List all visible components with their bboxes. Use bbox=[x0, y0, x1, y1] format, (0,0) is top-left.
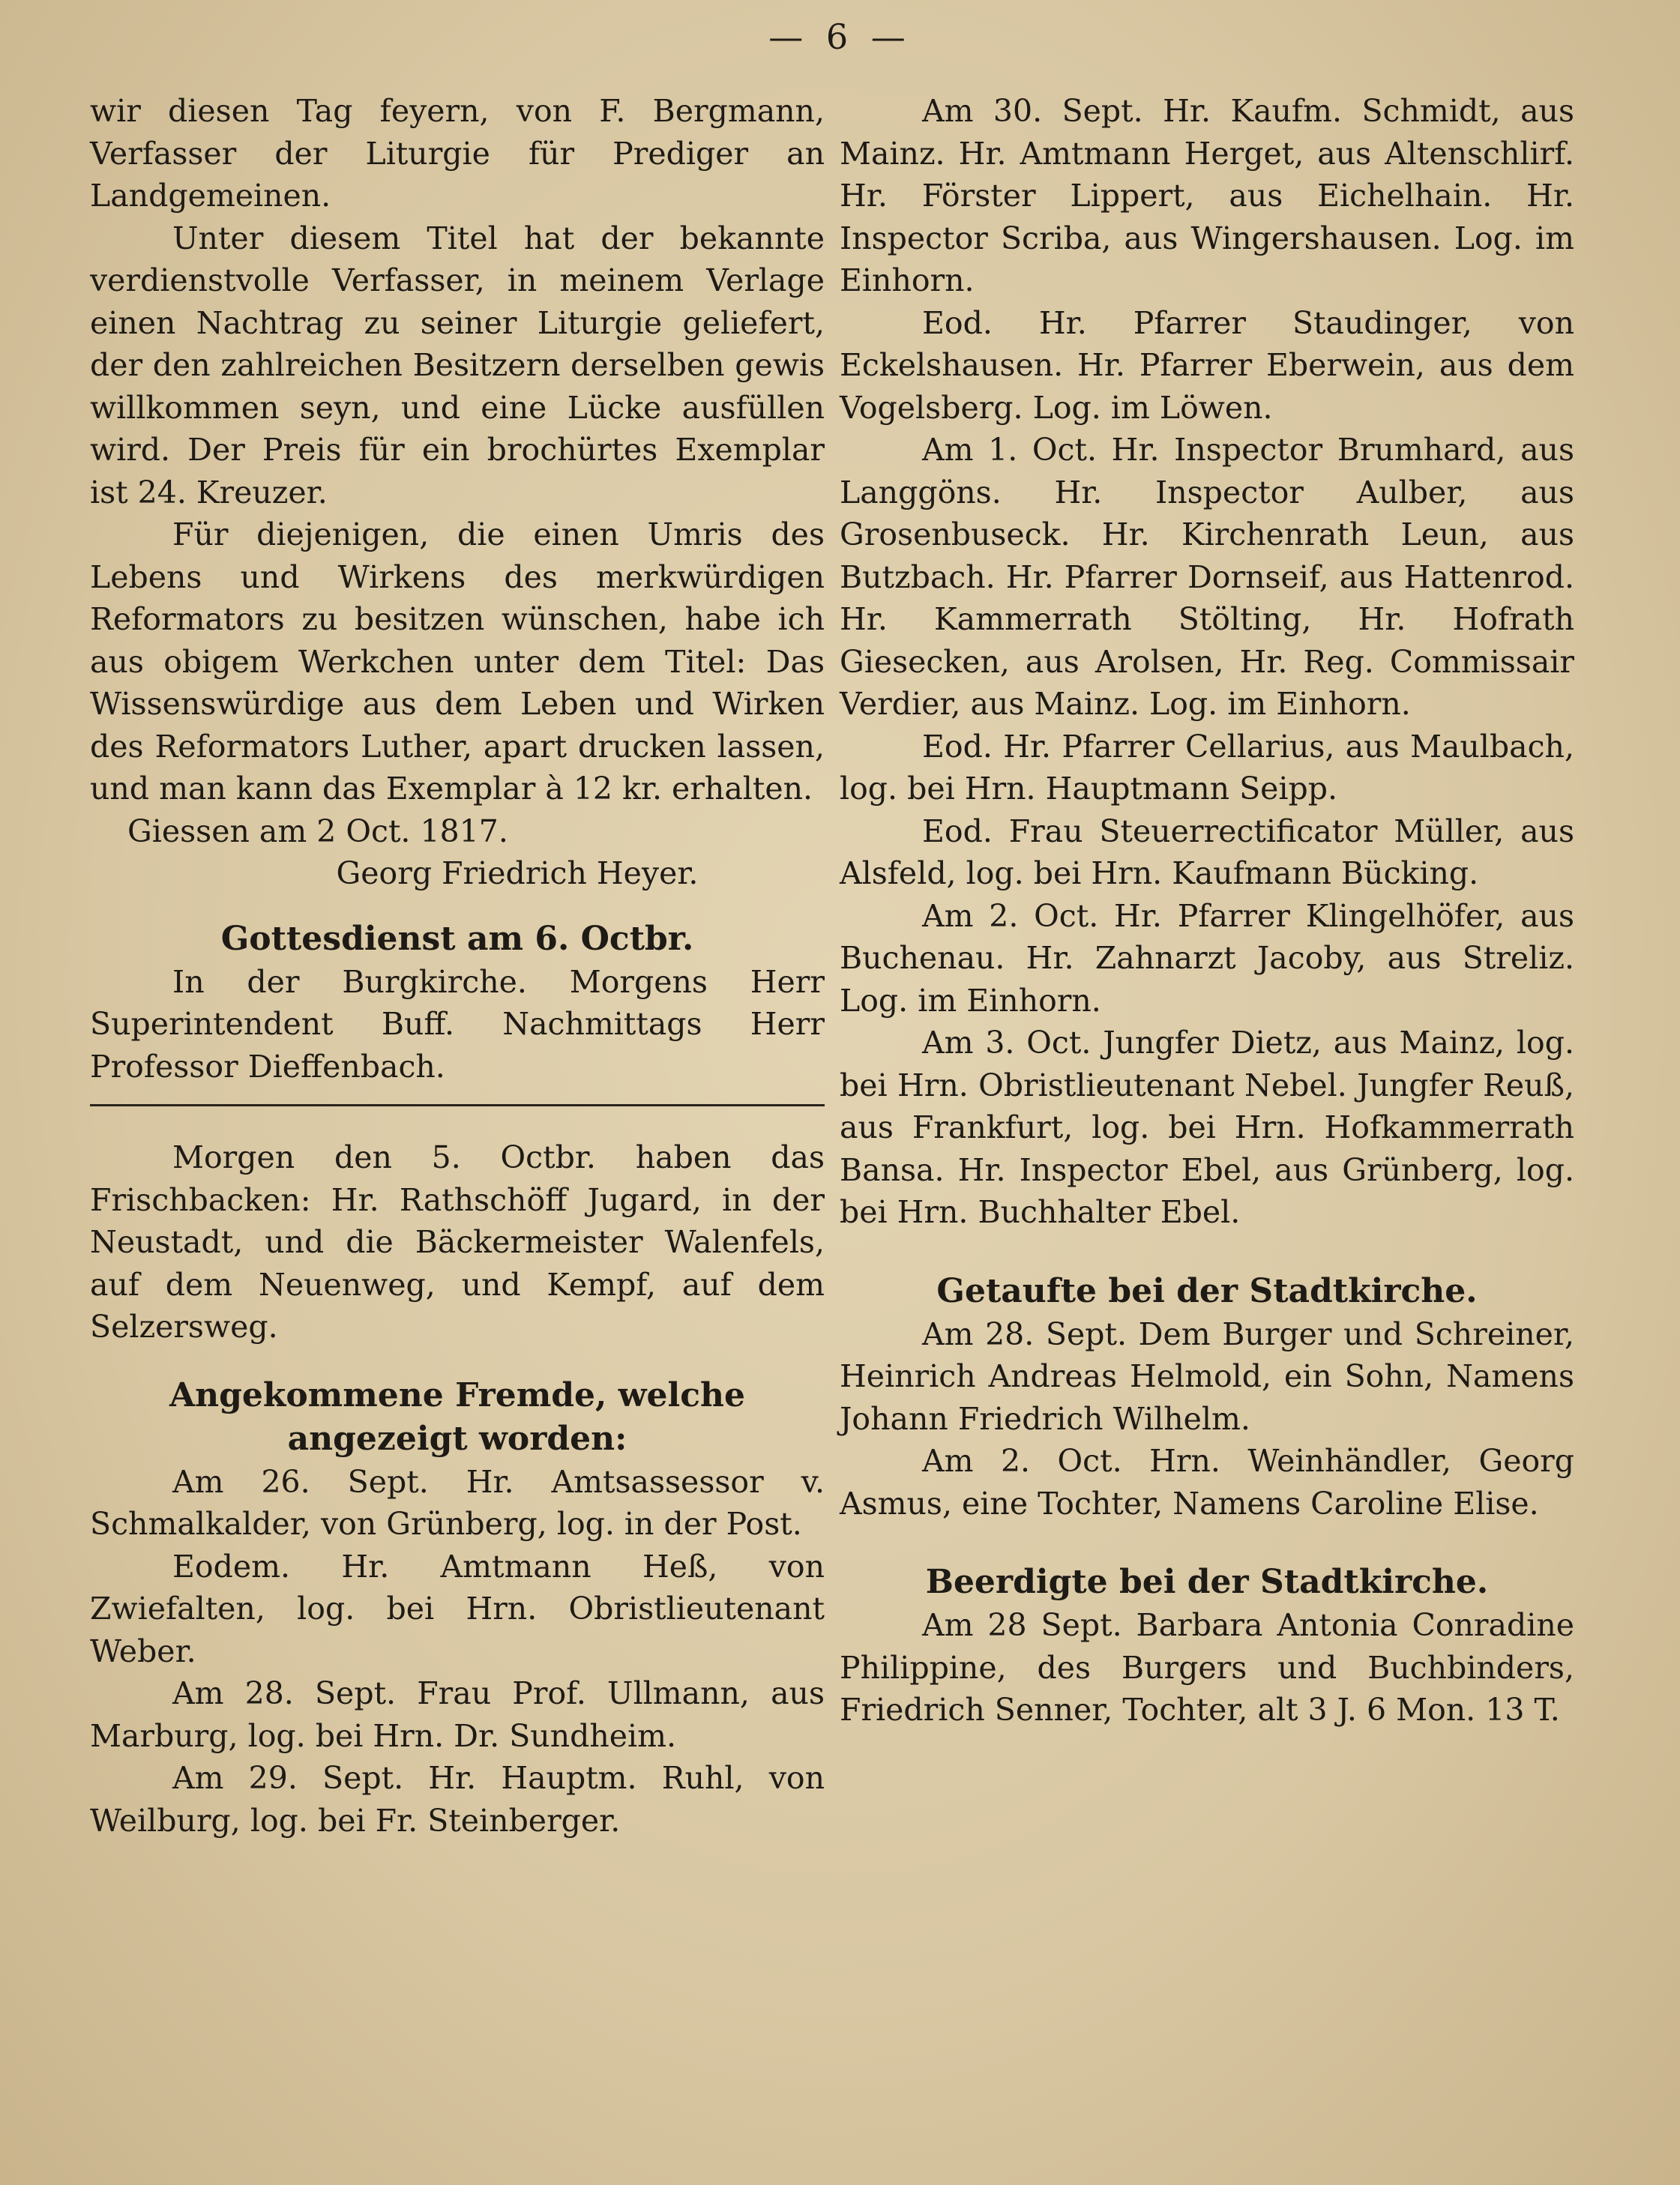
fremde-entry: Eod. Hr. Pfarrer Cellarius, aus Maulbach, log. bei Hrn. Hauptmann Seipp. bbox=[840, 728, 1574, 807]
fremde-entry: Am 30. Sept. Hr. Kaufm. Schmidt, aus Mainz. Hr. Amtmann Herget, aus Altenschlirf. Hr. Förster Lippert, aus Eichelhain. Hr. Inspector Scriba, aus Wingershausen. Log. im Einhorn. bbox=[840, 93, 1574, 298]
right-column bbox=[840, 90, 1574, 1732]
book-title-continuation: wir diesen Tag feyern, von F. Bergmann, Verfasser der Liturgie für Prediger an Landgemeinen. bbox=[90, 93, 825, 214]
luther-notice: Für diejenigen, die einen Umris des Lebens und Wirkens des merkwürdigen Reformators zu besitzen wünschen, habe ich aus obigem Werkchen unter dem Titel: Das Wissenswürdige aus dem Leben und Wirken des Reformators Luther, apart drucken lassen, und man kann das Exemplar à 12 kr. erhalten. bbox=[90, 516, 825, 807]
backen-notice: Morgen den 5. Octbr. haben das Frischbacken: Hr. Rathschöff Jugard, in der Neustadt, und die Bäckermeister Walenfels, auf dem Neuenweg, und Kempf, auf dem Selzersweg. bbox=[90, 1139, 825, 1345]
fremde-entry: Am 3. Oct. Jungfer Dietz, aus Mainz, log. bei Hrn. Obristlieutenant Nebel. Jungfer Reuß, aus Frankfurt, log. bei Hrn. Hofkammerrath Bansa. Hr. Inspector Ebel, aus Grünberg, log. bei Hrn. Buchhalter Ebel. bbox=[840, 1025, 1574, 1230]
heading-getaufte: Getaufte bei der Stadtkirche. bbox=[936, 1271, 1478, 1310]
fremde-entry: Am 26. Sept. Hr. Amtsassessor v. Schmalkalder, von Grünberg, log. in der Post. bbox=[90, 1463, 825, 1542]
heading-fremde: Angekommene Fremde, welche angezeigt worden: bbox=[169, 1375, 746, 1458]
notice-date: Giessen am 2 Oct. 1817. bbox=[127, 813, 508, 849]
heading-beerdigte: Beerdigte bei der Stadtkirche. bbox=[925, 1563, 1489, 1601]
fremde-entry: Eod. Frau Steuerrectificator Müller, aus Alsfeld, log. bei Hrn. Kaufmann Bücking. bbox=[840, 813, 1574, 891]
fremde-entry: Eod. Hr. Pfarrer Staudinger, von Eckelshausen. Hr. Pfarrer Eberwein, aus dem Vogelsberg. Log. im Löwen. bbox=[840, 304, 1574, 426]
gottesdienst-text: In der Burgkirche. Morgens Herr Superintendent Buff. Nachmittags Herr Professor Dieffenbach. bbox=[90, 963, 825, 1085]
left-column bbox=[90, 90, 825, 1842]
fremde-entry: Am 2. Oct. Hr. Pfarrer Klingelhöfer, aus Buchenau. Hr. Zahnarzt Jacoby, aus Streliz. Log. im Einhorn. bbox=[840, 897, 1574, 1019]
fremde-entry: Am 28. Sept. Frau Prof. Ullmann, aus Marburg, log. bei Hrn. Dr. Sundheim. bbox=[90, 1675, 825, 1754]
burial-entry: Am 28 Sept. Barbara Antonia Conradine Philippine, des Burgers und Buchbinders, Friedrich Senner, Tochter, alt 3 J. 6 Mon. 13 T. bbox=[840, 1607, 1574, 1728]
section-divider bbox=[90, 1104, 825, 1106]
baptism-entry: Am 28. Sept. Dem Burger und Schreiner, Heinrich Andreas Helmold, ein Sohn, Namens Johann Friedrich Wilhelm. bbox=[840, 1315, 1574, 1437]
fremde-entry: Am 1. Oct. Hr. Inspector Brumhard, aus Langgöns. Hr. Inspector Aulber, aus Grosenbuseck. Hr. Kirchenrath Leun, aus Butzbach. Hr. Pfarrer Dornseif, aus Hattenrod. Hr. Kammerrath Stölting, Hr. Hofrath Giesecken, aus Arolsen, Hr. Reg. Commissair Verdier, aus Mainz. Log. im Einhorn. bbox=[840, 432, 1574, 722]
notice-signature: Georg Friedrich Heyer. bbox=[336, 855, 699, 891]
page-number: — 6 — bbox=[768, 16, 912, 57]
heading-gottesdienst: Gottesdienst am 6. Octbr. bbox=[220, 919, 694, 958]
baptism-entry: Am 2. Oct. Hrn. Weinhändler, Georg Asmus, eine Tochter, Namens Caroline Elise. bbox=[840, 1443, 1574, 1522]
fremde-entry: Am 29. Sept. Hr. Hauptm. Ruhl, von Weilburg, log. bei Fr. Steinberger. bbox=[90, 1760, 825, 1839]
fremde-entry: Eodem. Hr. Amtmann Heß, von Zwiefalten, log. bei Hrn. Obristlieutenant Weber. bbox=[90, 1548, 825, 1669]
book-notice: Unter diesem Titel hat der bekannte verdienstvolle Verfasser, in meinem Verlage einen Nachtrag zu seiner Liturgie geliefert, der den zahlreichen Besitzern derselben gewis willkommen seyn, und eine Lücke ausfüllen wird. Der Preis für ein brochürtes Exemplar ist 24. Kreuzer. bbox=[90, 220, 825, 510]
